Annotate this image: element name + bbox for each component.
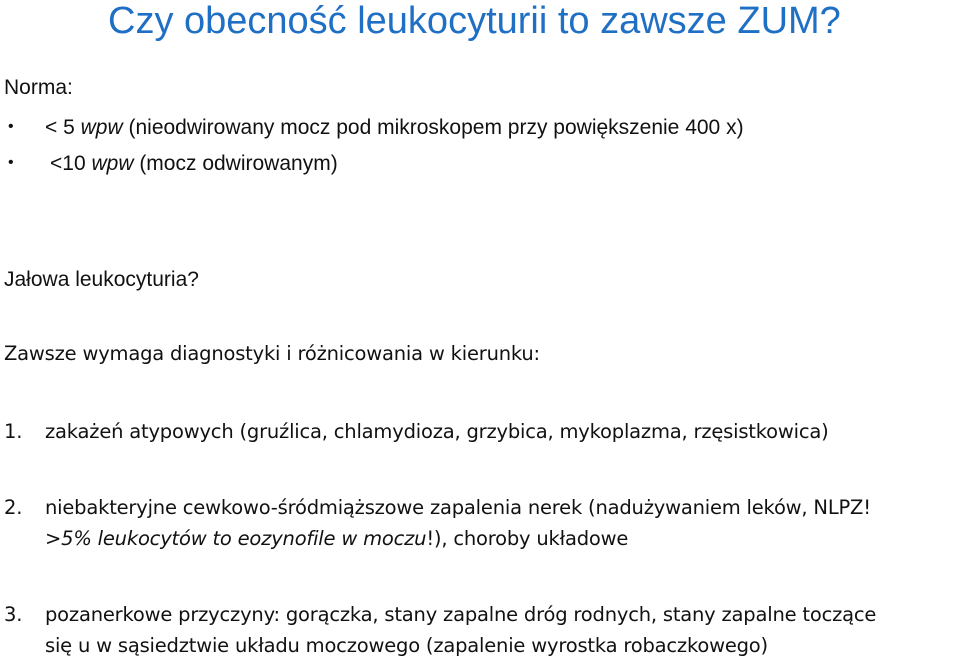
item-2-text-line2 xyxy=(45,527,628,550)
item-2-eosinophil-note: >5% leukocytów to eozynofile w moczu xyxy=(45,527,427,550)
item-2-number: 2. xyxy=(4,496,23,519)
item-1-number: 1. xyxy=(4,420,23,443)
norm-label: Norma: xyxy=(4,76,73,99)
norm-bullet-1 xyxy=(45,116,744,140)
item-2-text: niebakteryjne cewkowo-śródmiąższowe zapalenia nerek (nadużywaniem leków, NLPZ! xyxy=(45,496,871,519)
norm-bullet-1-text: (nieodwirowany mocz pod mikroskopem przy powiększenie 400 x) xyxy=(122,116,744,139)
norm-bullet-2 xyxy=(50,152,338,176)
norm-bullet-1-unit: wpw xyxy=(80,116,123,139)
slide-title: Czy obecność leukocyturii to zawsze ZUM? xyxy=(108,0,841,42)
item-3-text-line2: się u w sąsiedztwie układu moczowego (zapalenie wyrostka robaczkowego) xyxy=(45,634,768,657)
norm-bullet-1-prefix: < 5 xyxy=(45,116,81,139)
norm-bullet-2-text: (mocz odwirowanym) xyxy=(133,152,338,175)
norm-bullet-2-prefix: <10 xyxy=(50,152,92,175)
sterile-leukocyturia-heading: Jałowa leukocyturia? xyxy=(4,268,199,291)
item-2-text-line2-rest: !), choroby układowe xyxy=(426,527,629,550)
diagnostics-intro: Zawsze wymaga diagnostyki i różnicowania w kierunku: xyxy=(4,342,540,365)
item-1-text: zakażeń atypowych (gruźlica, chlamydioza, grzybica, mykoplazma, rzęsistkowica) xyxy=(45,420,829,443)
bullet-dot: • xyxy=(8,154,14,171)
norm-bullet-2-unit: wpw xyxy=(91,152,134,175)
item-3-number: 3. xyxy=(4,603,23,626)
bullet-dot: • xyxy=(8,118,14,135)
item-3-text: pozanerkowe przyczyny: gorączka, stany zapalne dróg rodnych, stany zapalne toczące xyxy=(45,603,877,626)
